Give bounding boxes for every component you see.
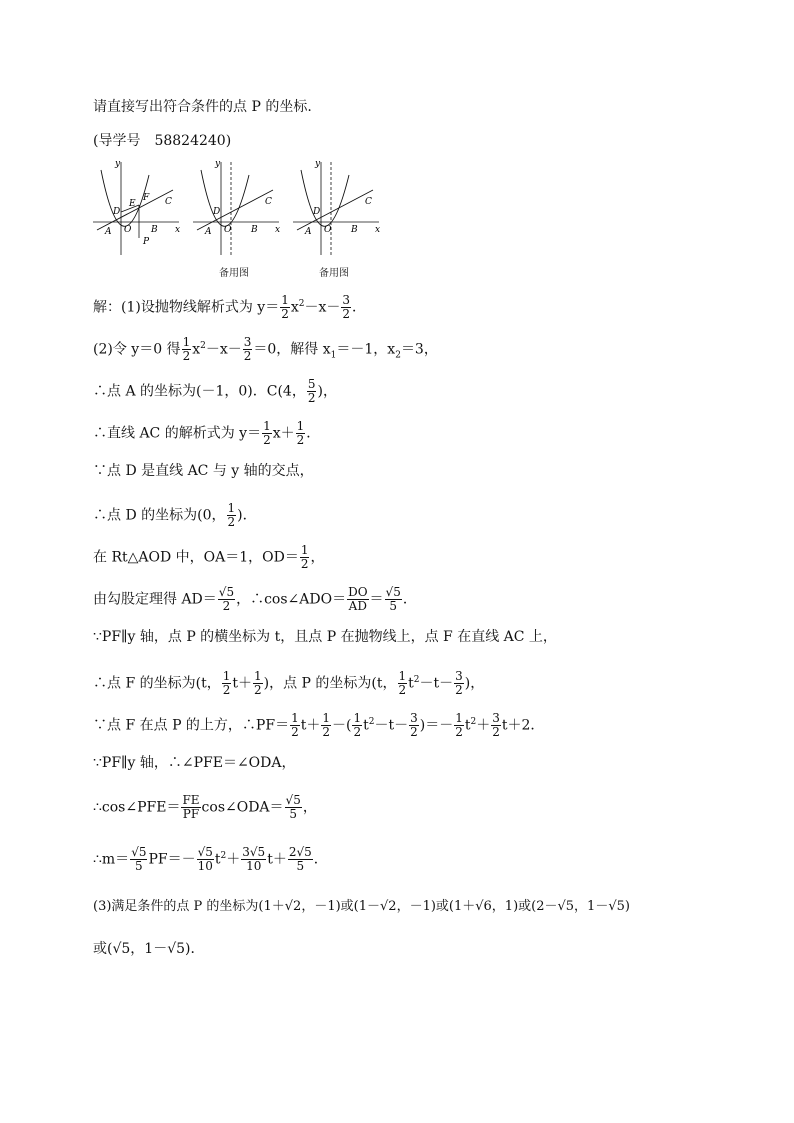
solution-line-13: ∴cos∠PFE＝ $\frac{FE}{PF}$ cos∠ODA＝ $\frac{√5}{5}$ ， [93,793,317,821]
label-a: A [105,227,112,237]
label-x: x [175,225,181,235]
solution-line-3: ∴点 A 的坐标为(－1，0)．C(4， $\frac{5}{2}$ )， [93,377,337,405]
solution-line-4: ∴直线 AC 的解析式为 y＝ $\frac{1}{2}$ x＋ $\frac{1}{2}$ ． [93,419,321,447]
label-c: C [165,197,172,207]
label-o: O [124,225,132,235]
solution-line-2: (2)令 y＝0 得 $\frac{1}{2}$ $x^2-x-$ $\frac{3}{2}$ ＝0，解得 $x_1=-1$，$x_2=3$， [93,335,438,363]
solution-line-15: (3)满足条件的点 P 的坐标为(1＋√2，－1)或(1－√2，－1)或(1＋√6，1)或(2－√5，1－√5) [93,899,630,914]
label-a-spare2: A [305,227,312,237]
figure-spare-2 [293,160,380,255]
label-a-spare1: A [205,227,212,237]
solution-line-16: 或(√5，1－√5)． [93,941,205,957]
label-x-spare1: x [275,225,281,235]
label-e: E [129,199,136,209]
frac: $\frac{1}{2}$ [281,293,289,321]
label-d-spare1: D [213,207,221,217]
label-d-spare2: D [313,207,321,217]
label-c-spare2: C [365,197,372,207]
solution-line-12: ∵PF∥y 轴，∴∠PFE＝∠ODA， [93,755,296,771]
label-o-spare1: O [224,225,232,235]
solution-line-8: 由勾股定理得 AD＝ $\frac{√5}{2}$ ，∴cos∠ADO＝ $\frac{DO}{AD}$ ＝ $\frac{√5}{5}$ ． [93,585,417,613]
label-p: P [143,237,150,247]
guide-number: (导学号 58824240) [93,133,232,149]
label-b-spare1: B [251,225,258,235]
label-y-spare1: y [215,160,221,169]
caption-spare-1: 备用图 [219,268,249,279]
label-b-spare2: B [351,225,358,235]
label-o-spare2: O [324,225,332,235]
label-b: B [151,225,158,235]
label-y: y [115,160,121,169]
label-f: F [143,193,150,203]
solution-line-1: 解：(1)设抛物线解析式为 y＝ $\frac{1}{2}$ $x^2-x-$ $\frac{3}{2}$ ． [93,293,367,321]
solution-line-14: ∴m＝ $\frac{√5}{5}$ PF＝－ $\frac{√5}{10}$ $t^2+$ $\frac{3√5}{10}$ t＋ $\frac{2√5}{5}$ ． [93,845,328,873]
caption-spare-2: 备用图 [319,268,349,279]
text: 解：(1)设抛物线解析式为 y＝ [93,299,280,316]
problem-statement: 请直接写出符合条件的点 P 的坐标. [93,99,312,115]
solution-line-5: ∵点 D 是直线 AC 与 y 轴的交点， [93,463,314,479]
solution-line-11: ∵点 F 在点 P 的上方，∴PF＝ $\frac{1}{2}$ t＋ $\frac{1}{2}$ －( $\frac{1}{2}$ $t^2-t-$ $\frac{3}{2}$ )＝－ $\frac{1}{2}$ $t^2+$ $\frac{3}{2}$ t＋2． [93,711,545,739]
label-y-spare2: y [315,160,321,169]
figure-main [93,160,180,255]
frac: $\frac{3}{2}$ [342,293,351,321]
solution-line-10: ∴点 F 的坐标为(t， $\frac{1}{2}$ t＋ $\frac{1}{2}$ )，点 P 的坐标为(t， $\frac{1}{2}$ $t^2-t-$ $\frac{3}{2}$ )， [93,669,485,697]
label-d: D [113,207,121,217]
solution-line-7: 在 Rt△AOD 中，OA＝1，OD＝ $\frac{1}{2}$ ， [93,543,325,571]
solution-line-6: ∴点 D 的坐标为(0， $\frac{1}{2}$ )． [93,501,257,529]
label-x-spare2: x [375,225,381,235]
figure-spare-1 [193,160,280,255]
parabola-figures [93,160,393,280]
figure-group [93,160,393,280]
solution-line-9: ∵PF∥y 轴，点 P 的横坐标为 t，且点 P 在抛物线上，点 F 在直线 AC 上， [93,629,557,645]
label-c-spare1: C [265,197,272,207]
